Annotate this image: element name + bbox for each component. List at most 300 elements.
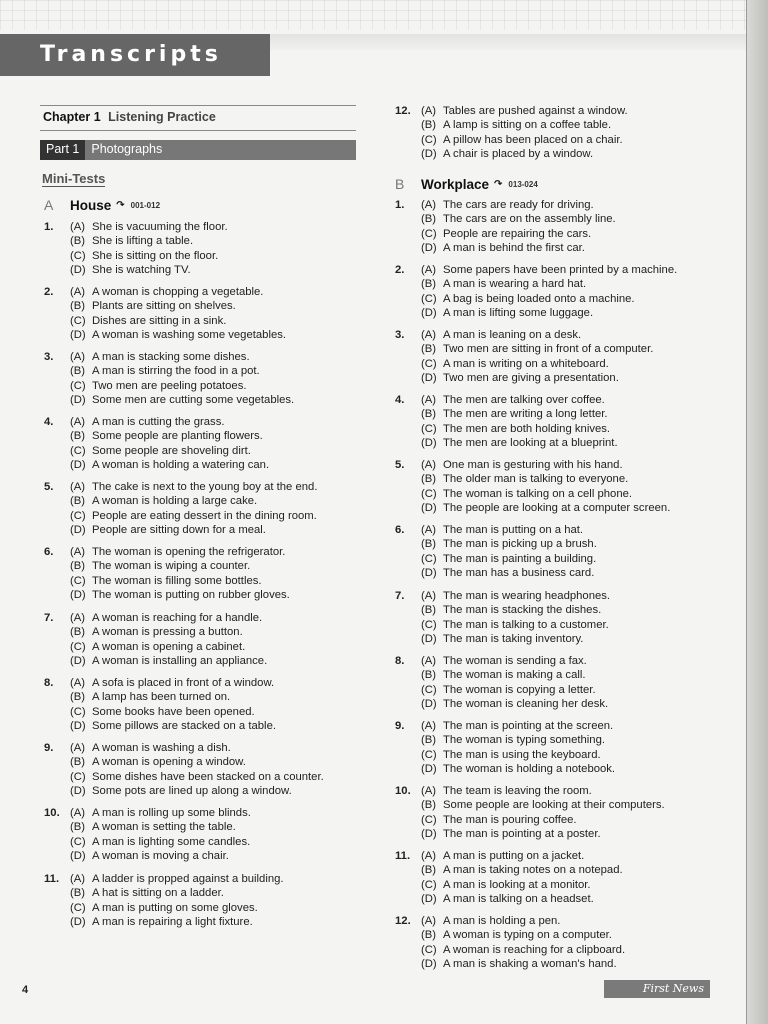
option-text: A man is looking at a monitor. bbox=[443, 878, 591, 891]
answer-option bbox=[421, 618, 721, 632]
option-text: The older man is talking to everyone. bbox=[443, 473, 629, 486]
answer-option bbox=[70, 611, 370, 625]
answer-option bbox=[70, 523, 370, 537]
chapter-title: Listening Practice bbox=[108, 110, 216, 124]
answer-option bbox=[70, 249, 370, 263]
answer-option bbox=[70, 915, 370, 929]
option-letter: (A) bbox=[421, 394, 437, 406]
option-letter: (A) bbox=[421, 199, 437, 211]
section-b-code: 013-024 bbox=[508, 179, 538, 189]
option-text: The man is taking inventory. bbox=[443, 633, 584, 646]
answer-options bbox=[421, 589, 721, 647]
option-text: The people are looking at a computer screen. bbox=[443, 502, 671, 515]
option-text: The woman is wiping a counter. bbox=[92, 560, 251, 573]
option-text: A man is taking notes on a notepad. bbox=[443, 864, 623, 877]
option-text: Some papers have been printed by a machine. bbox=[443, 264, 678, 276]
option-text: People are sitting down for a meal. bbox=[92, 524, 266, 537]
question-number: 7. bbox=[395, 590, 405, 602]
option-text: A bag is being loaded onto a machine. bbox=[443, 292, 635, 305]
answer-option bbox=[421, 863, 721, 877]
answer-option bbox=[70, 379, 370, 393]
question-number: 8. bbox=[395, 655, 405, 667]
option-letter: (A) bbox=[70, 807, 86, 819]
option-letter: (B) bbox=[421, 213, 437, 226]
option-text: The woman is making a call. bbox=[443, 669, 586, 682]
option-text: The man is wearing headphones. bbox=[443, 590, 611, 602]
answer-option bbox=[70, 690, 370, 704]
answer-option bbox=[421, 393, 721, 407]
section-a-heading bbox=[44, 197, 160, 213]
question-number: 1. bbox=[395, 199, 405, 211]
option-text: A woman is chopping a vegetable. bbox=[92, 286, 264, 298]
answer-option bbox=[421, 603, 721, 617]
answer-options bbox=[421, 654, 721, 712]
option-text: The cars are on the assembly line. bbox=[443, 213, 616, 226]
answer-option bbox=[421, 762, 721, 776]
answer-option bbox=[421, 104, 721, 118]
answer-option bbox=[421, 784, 721, 798]
answer-options bbox=[70, 415, 370, 473]
option-text: A woman is washing some vegetables. bbox=[92, 329, 287, 342]
answer-option bbox=[70, 625, 370, 639]
chapter-heading bbox=[40, 105, 356, 131]
option-letter: (B) bbox=[421, 343, 437, 356]
option-text: A sofa is placed in front of a window. bbox=[92, 677, 275, 689]
option-text: The men are writing a long letter. bbox=[443, 408, 608, 421]
answer-option bbox=[421, 472, 721, 486]
option-text: Tables are pushed against a window. bbox=[443, 105, 628, 117]
option-letter: (A) bbox=[421, 264, 437, 276]
answer-option bbox=[70, 654, 370, 668]
option-text: A man is leaning on a desk. bbox=[443, 329, 582, 341]
option-letter: (D) bbox=[70, 655, 86, 668]
option-text: The woman is sending a fax. bbox=[443, 655, 587, 667]
option-text: The men are talking over coffee. bbox=[443, 394, 605, 406]
option-letter: (A) bbox=[421, 850, 437, 862]
option-letter: (D) bbox=[70, 394, 86, 407]
option-letter: (C) bbox=[421, 552, 437, 565]
option-letter: (D) bbox=[70, 329, 86, 342]
option-text: A man is repairing a light fixture. bbox=[92, 916, 253, 929]
option-letter: (D) bbox=[421, 242, 437, 255]
answer-option bbox=[421, 683, 721, 697]
option-letter: (C) bbox=[421, 357, 437, 370]
question-number: 6. bbox=[44, 546, 54, 558]
answer-option bbox=[421, 943, 721, 957]
option-text: The cars are ready for driving. bbox=[443, 199, 594, 211]
option-letter: (C) bbox=[70, 835, 86, 848]
option-text: Some pillows are stacked on a table. bbox=[92, 720, 276, 733]
option-letter: (B) bbox=[421, 734, 437, 747]
option-text: Some people are planting flowers. bbox=[92, 430, 263, 443]
answer-option bbox=[70, 784, 370, 798]
option-letter: (B) bbox=[421, 604, 437, 617]
answer-option bbox=[421, 668, 721, 682]
answer-option bbox=[70, 263, 370, 277]
option-letter: (C) bbox=[421, 813, 437, 826]
option-letter: (A) bbox=[70, 221, 86, 233]
answer-option bbox=[421, 654, 721, 668]
option-letter: (B) bbox=[70, 821, 86, 834]
answer-option bbox=[421, 147, 721, 161]
option-letter: (C) bbox=[70, 509, 86, 522]
answer-option bbox=[421, 813, 721, 827]
top-grid-decoration bbox=[0, 0, 746, 30]
option-letter: (B) bbox=[421, 538, 437, 551]
option-letter: (A) bbox=[70, 286, 86, 298]
option-letter: (B) bbox=[70, 626, 86, 639]
option-text: She is vacuuming the floor. bbox=[92, 221, 228, 233]
option-letter: (D) bbox=[421, 437, 437, 450]
question-number: 12. bbox=[395, 105, 411, 117]
option-text: She is lifting a table. bbox=[92, 235, 194, 248]
option-letter: (A) bbox=[421, 655, 437, 667]
answer-option bbox=[70, 285, 370, 299]
answer-option bbox=[421, 198, 721, 212]
section-a-title: House bbox=[70, 197, 112, 213]
answer-option bbox=[70, 820, 370, 834]
option-text: A woman is installing an appliance. bbox=[92, 655, 268, 668]
option-text: The man has a business card. bbox=[443, 567, 595, 580]
question-number: 10. bbox=[44, 807, 60, 819]
option-text: Plants are sitting on shelves. bbox=[92, 300, 236, 313]
option-letter: (D) bbox=[421, 633, 437, 646]
answer-option bbox=[70, 806, 370, 820]
headphone-icon: ↷ bbox=[494, 178, 503, 190]
option-letter: (A) bbox=[70, 612, 86, 624]
answer-options bbox=[70, 350, 370, 408]
option-text: A man is lifting some luggage. bbox=[443, 307, 594, 320]
answer-options bbox=[70, 545, 370, 603]
option-text: The cake is next to the young boy at the end. bbox=[92, 481, 318, 493]
answer-option bbox=[421, 733, 721, 747]
section-b-letter: B bbox=[395, 176, 405, 192]
answer-option bbox=[421, 227, 721, 241]
option-text: The man is putting on a hat. bbox=[443, 524, 584, 536]
option-letter: (D) bbox=[70, 720, 86, 733]
option-letter: (C) bbox=[421, 748, 437, 761]
option-letter: (B) bbox=[70, 495, 86, 508]
option-text: The woman is putting on rubber gloves. bbox=[92, 589, 290, 602]
question-number: 3. bbox=[395, 329, 405, 341]
question-number: 8. bbox=[44, 677, 54, 689]
option-text: She is watching TV. bbox=[92, 264, 191, 277]
answer-option bbox=[70, 234, 370, 248]
option-text: Some books have been opened. bbox=[92, 705, 255, 718]
option-letter: (B) bbox=[70, 691, 86, 704]
option-letter: (A) bbox=[70, 742, 86, 754]
option-letter: (D) bbox=[70, 850, 86, 863]
answer-option bbox=[421, 798, 721, 812]
option-letter: (A) bbox=[70, 481, 86, 493]
option-text: Two men are sitting in front of a computer. bbox=[443, 343, 654, 356]
answer-option bbox=[421, 892, 721, 906]
option-text: A man is behind the first car. bbox=[443, 242, 585, 255]
option-letter: (C) bbox=[421, 227, 437, 240]
answer-option bbox=[70, 719, 370, 733]
option-text: Some people are shoveling dirt. bbox=[92, 444, 251, 457]
section-b-heading bbox=[395, 176, 538, 192]
option-text: A man is putting on some gloves. bbox=[92, 901, 258, 914]
answer-option bbox=[70, 480, 370, 494]
answer-option bbox=[70, 494, 370, 508]
question-number: 5. bbox=[395, 459, 405, 471]
option-text: A man is writing on a whiteboard. bbox=[443, 357, 609, 370]
answer-option bbox=[421, 357, 721, 371]
option-letter: (A) bbox=[421, 105, 437, 117]
answer-option bbox=[421, 371, 721, 385]
option-text: A woman is opening a window. bbox=[92, 756, 246, 769]
option-letter: (D) bbox=[421, 502, 437, 515]
option-letter: (B) bbox=[70, 235, 86, 248]
option-text: A woman is reaching for a handle. bbox=[92, 612, 263, 624]
answer-option bbox=[70, 458, 370, 472]
option-letter: (B) bbox=[70, 887, 86, 900]
option-letter: (A) bbox=[421, 720, 437, 732]
part-heading bbox=[40, 140, 356, 160]
answer-option bbox=[70, 415, 370, 429]
answer-option bbox=[421, 914, 721, 928]
option-text: A woman is pressing a button. bbox=[92, 626, 243, 639]
mini-tests-heading: Mini-Tests bbox=[42, 171, 106, 186]
option-letter: (C) bbox=[70, 901, 86, 914]
option-letter: (D) bbox=[70, 264, 86, 277]
answer-options bbox=[70, 676, 370, 734]
answer-option bbox=[70, 676, 370, 690]
title-rule bbox=[270, 34, 746, 50]
option-letter: (D) bbox=[70, 916, 86, 929]
option-letter: (B) bbox=[70, 430, 86, 443]
answer-options bbox=[421, 523, 721, 581]
question-number: 12. bbox=[395, 915, 411, 927]
option-letter: (D) bbox=[421, 567, 437, 580]
option-letter: (D) bbox=[421, 372, 437, 385]
option-letter: (C) bbox=[421, 618, 437, 631]
option-text: A woman is typing on a computer. bbox=[443, 929, 612, 942]
answer-option bbox=[421, 552, 721, 566]
option-letter: (C) bbox=[70, 314, 86, 327]
option-letter: (C) bbox=[70, 249, 86, 262]
option-text: The man is pouring coffee. bbox=[443, 813, 577, 826]
option-text: The man is pointing at a poster. bbox=[443, 828, 601, 841]
option-letter: (B) bbox=[421, 864, 437, 877]
answer-option bbox=[70, 849, 370, 863]
option-letter: (B) bbox=[70, 560, 86, 573]
option-text: The woman is holding a notebook. bbox=[443, 763, 616, 776]
option-text: A man is stirring the food in a pot. bbox=[92, 365, 260, 378]
option-letter: (A) bbox=[421, 785, 437, 797]
option-text: The man is using the keyboard. bbox=[443, 748, 601, 761]
option-letter: (C) bbox=[421, 133, 437, 146]
option-text: Some people are looking at their computers. bbox=[443, 799, 665, 812]
option-letter: (C) bbox=[421, 487, 437, 500]
option-text: The men are both holding knives. bbox=[443, 422, 611, 435]
option-letter: (C) bbox=[421, 292, 437, 305]
answer-options bbox=[70, 285, 370, 343]
option-letter: (A) bbox=[70, 416, 86, 428]
publisher-logo: First News bbox=[604, 980, 710, 998]
option-text: A woman is moving a chair. bbox=[92, 850, 229, 863]
option-letter: (C) bbox=[70, 705, 86, 718]
option-text: A woman is holding a large cake. bbox=[92, 495, 258, 508]
answer-option bbox=[421, 458, 721, 472]
option-text: One man is gesturing with his hand. bbox=[443, 459, 623, 471]
option-text: A man is lighting some candles. bbox=[92, 835, 251, 848]
option-text: A man is cutting the grass. bbox=[92, 416, 225, 428]
answer-option bbox=[70, 640, 370, 654]
question-number: 4. bbox=[44, 416, 54, 428]
question-number: 9. bbox=[395, 720, 405, 732]
option-text: The woman is typing something. bbox=[443, 734, 606, 747]
answer-options bbox=[421, 784, 721, 842]
answer-option bbox=[421, 212, 721, 226]
option-letter: (D) bbox=[70, 589, 86, 602]
option-letter: (B) bbox=[70, 756, 86, 769]
answer-option bbox=[421, 133, 721, 147]
answer-option bbox=[421, 241, 721, 255]
answer-option bbox=[421, 632, 721, 646]
option-text: A man is talking on a headset. bbox=[443, 893, 594, 906]
option-letter: (B) bbox=[421, 278, 437, 291]
answer-option bbox=[70, 901, 370, 915]
answer-options bbox=[70, 872, 370, 930]
answer-option bbox=[70, 886, 370, 900]
option-text: Dishes are sitting in a sink. bbox=[92, 314, 227, 327]
chapter-label: Chapter 1 bbox=[43, 110, 101, 124]
option-letter: (A) bbox=[70, 546, 86, 558]
question-number: 10. bbox=[395, 785, 411, 797]
option-letter: (C) bbox=[70, 574, 86, 587]
option-text: The woman is filling some bottles. bbox=[92, 574, 262, 587]
answer-option bbox=[421, 928, 721, 942]
answer-options bbox=[70, 611, 370, 669]
answer-option bbox=[70, 741, 370, 755]
answer-option bbox=[70, 574, 370, 588]
option-text: The men are looking at a blueprint. bbox=[443, 437, 618, 450]
option-text: The man is stacking the dishes. bbox=[443, 604, 602, 617]
answer-option bbox=[70, 755, 370, 769]
option-letter: (B) bbox=[70, 300, 86, 313]
option-letter: (C) bbox=[421, 683, 437, 696]
option-text: A man is stacking some dishes. bbox=[92, 351, 250, 363]
answer-option bbox=[70, 770, 370, 784]
option-text: The man is painting a building. bbox=[443, 552, 597, 565]
option-letter: (B) bbox=[70, 365, 86, 378]
option-letter: (B) bbox=[421, 473, 437, 486]
option-letter: (C) bbox=[421, 878, 437, 891]
answer-options bbox=[70, 741, 370, 799]
option-text: A man is rolling up some blinds. bbox=[92, 807, 251, 819]
answer-option bbox=[70, 299, 370, 313]
answer-option bbox=[421, 292, 721, 306]
option-letter: (D) bbox=[70, 459, 86, 472]
answer-option bbox=[70, 328, 370, 342]
answer-option bbox=[421, 277, 721, 291]
option-letter: (B) bbox=[421, 929, 437, 942]
section-a-code: 001-012 bbox=[130, 200, 161, 210]
answer-option bbox=[421, 748, 721, 762]
answer-options bbox=[421, 328, 721, 386]
page-edge bbox=[746, 0, 768, 1024]
option-text: A hat is sitting on a ladder. bbox=[92, 887, 224, 900]
page-title: Transcripts bbox=[0, 34, 270, 76]
answer-option bbox=[70, 444, 370, 458]
answer-options bbox=[421, 263, 721, 321]
question-number: 11. bbox=[395, 850, 411, 862]
option-letter: (C) bbox=[421, 422, 437, 435]
answer-option bbox=[421, 697, 721, 711]
option-text: A woman is holding a watering can. bbox=[92, 459, 270, 472]
option-letter: (D) bbox=[421, 148, 437, 161]
answer-option bbox=[421, 501, 721, 515]
answer-option bbox=[421, 487, 721, 501]
answer-option bbox=[421, 537, 721, 551]
answer-options bbox=[70, 806, 370, 864]
answer-option bbox=[421, 306, 721, 320]
question-number: 5. bbox=[44, 481, 54, 493]
option-letter: (B) bbox=[421, 669, 437, 682]
option-letter: (D) bbox=[421, 893, 437, 906]
option-text: The woman is talking on a cell phone. bbox=[443, 487, 633, 500]
option-text: A woman is reaching for a clipboard. bbox=[443, 943, 626, 956]
option-text: Two men are giving a presentation. bbox=[443, 372, 619, 385]
option-letter: (C) bbox=[70, 770, 86, 783]
option-letter: (A) bbox=[70, 677, 86, 689]
part-label: Part 1 bbox=[40, 140, 85, 160]
answer-option bbox=[421, 827, 721, 841]
answer-options bbox=[421, 914, 721, 972]
section-a-letter: A bbox=[44, 197, 54, 213]
option-letter: (B) bbox=[421, 799, 437, 812]
option-letter: (D) bbox=[421, 958, 437, 971]
option-text: A ladder is propped against a building. bbox=[92, 873, 284, 885]
option-text: People are repairing the cars. bbox=[443, 227, 592, 240]
answer-option bbox=[421, 589, 721, 603]
question-number: 3. bbox=[44, 351, 54, 363]
option-letter: (B) bbox=[421, 119, 437, 132]
option-text: The man is talking to a customer. bbox=[443, 618, 609, 631]
answer-option bbox=[70, 835, 370, 849]
option-text: A man is holding a pen. bbox=[443, 915, 561, 927]
option-letter: (C) bbox=[421, 943, 437, 956]
option-text: A chair is placed by a window. bbox=[443, 148, 594, 161]
answer-option bbox=[421, 436, 721, 450]
answer-option bbox=[421, 407, 721, 421]
option-text: A woman is opening a cabinet. bbox=[92, 640, 246, 653]
option-letter: (A) bbox=[421, 459, 437, 471]
option-letter: (A) bbox=[421, 524, 437, 536]
option-letter: (A) bbox=[70, 873, 86, 885]
answer-option bbox=[421, 263, 721, 277]
answer-option bbox=[70, 429, 370, 443]
option-letter: (D) bbox=[421, 698, 437, 711]
answer-option bbox=[421, 328, 721, 342]
option-letter: (C) bbox=[70, 444, 86, 457]
question-number: 11. bbox=[44, 873, 60, 885]
option-text: A lamp is sitting on a coffee table. bbox=[443, 119, 612, 132]
part-title: Photographs bbox=[85, 140, 356, 160]
answer-options bbox=[421, 849, 721, 907]
answer-option bbox=[70, 545, 370, 559]
question-number: 1. bbox=[44, 221, 54, 233]
option-letter: (D) bbox=[70, 785, 86, 798]
option-letter: (D) bbox=[70, 524, 86, 537]
answer-option bbox=[421, 118, 721, 132]
section-b-title: Workplace bbox=[421, 176, 490, 192]
option-text: A man is wearing a hard hat. bbox=[443, 278, 587, 291]
option-text: She is sitting on the floor. bbox=[92, 249, 219, 262]
option-letter: (A) bbox=[70, 351, 86, 363]
